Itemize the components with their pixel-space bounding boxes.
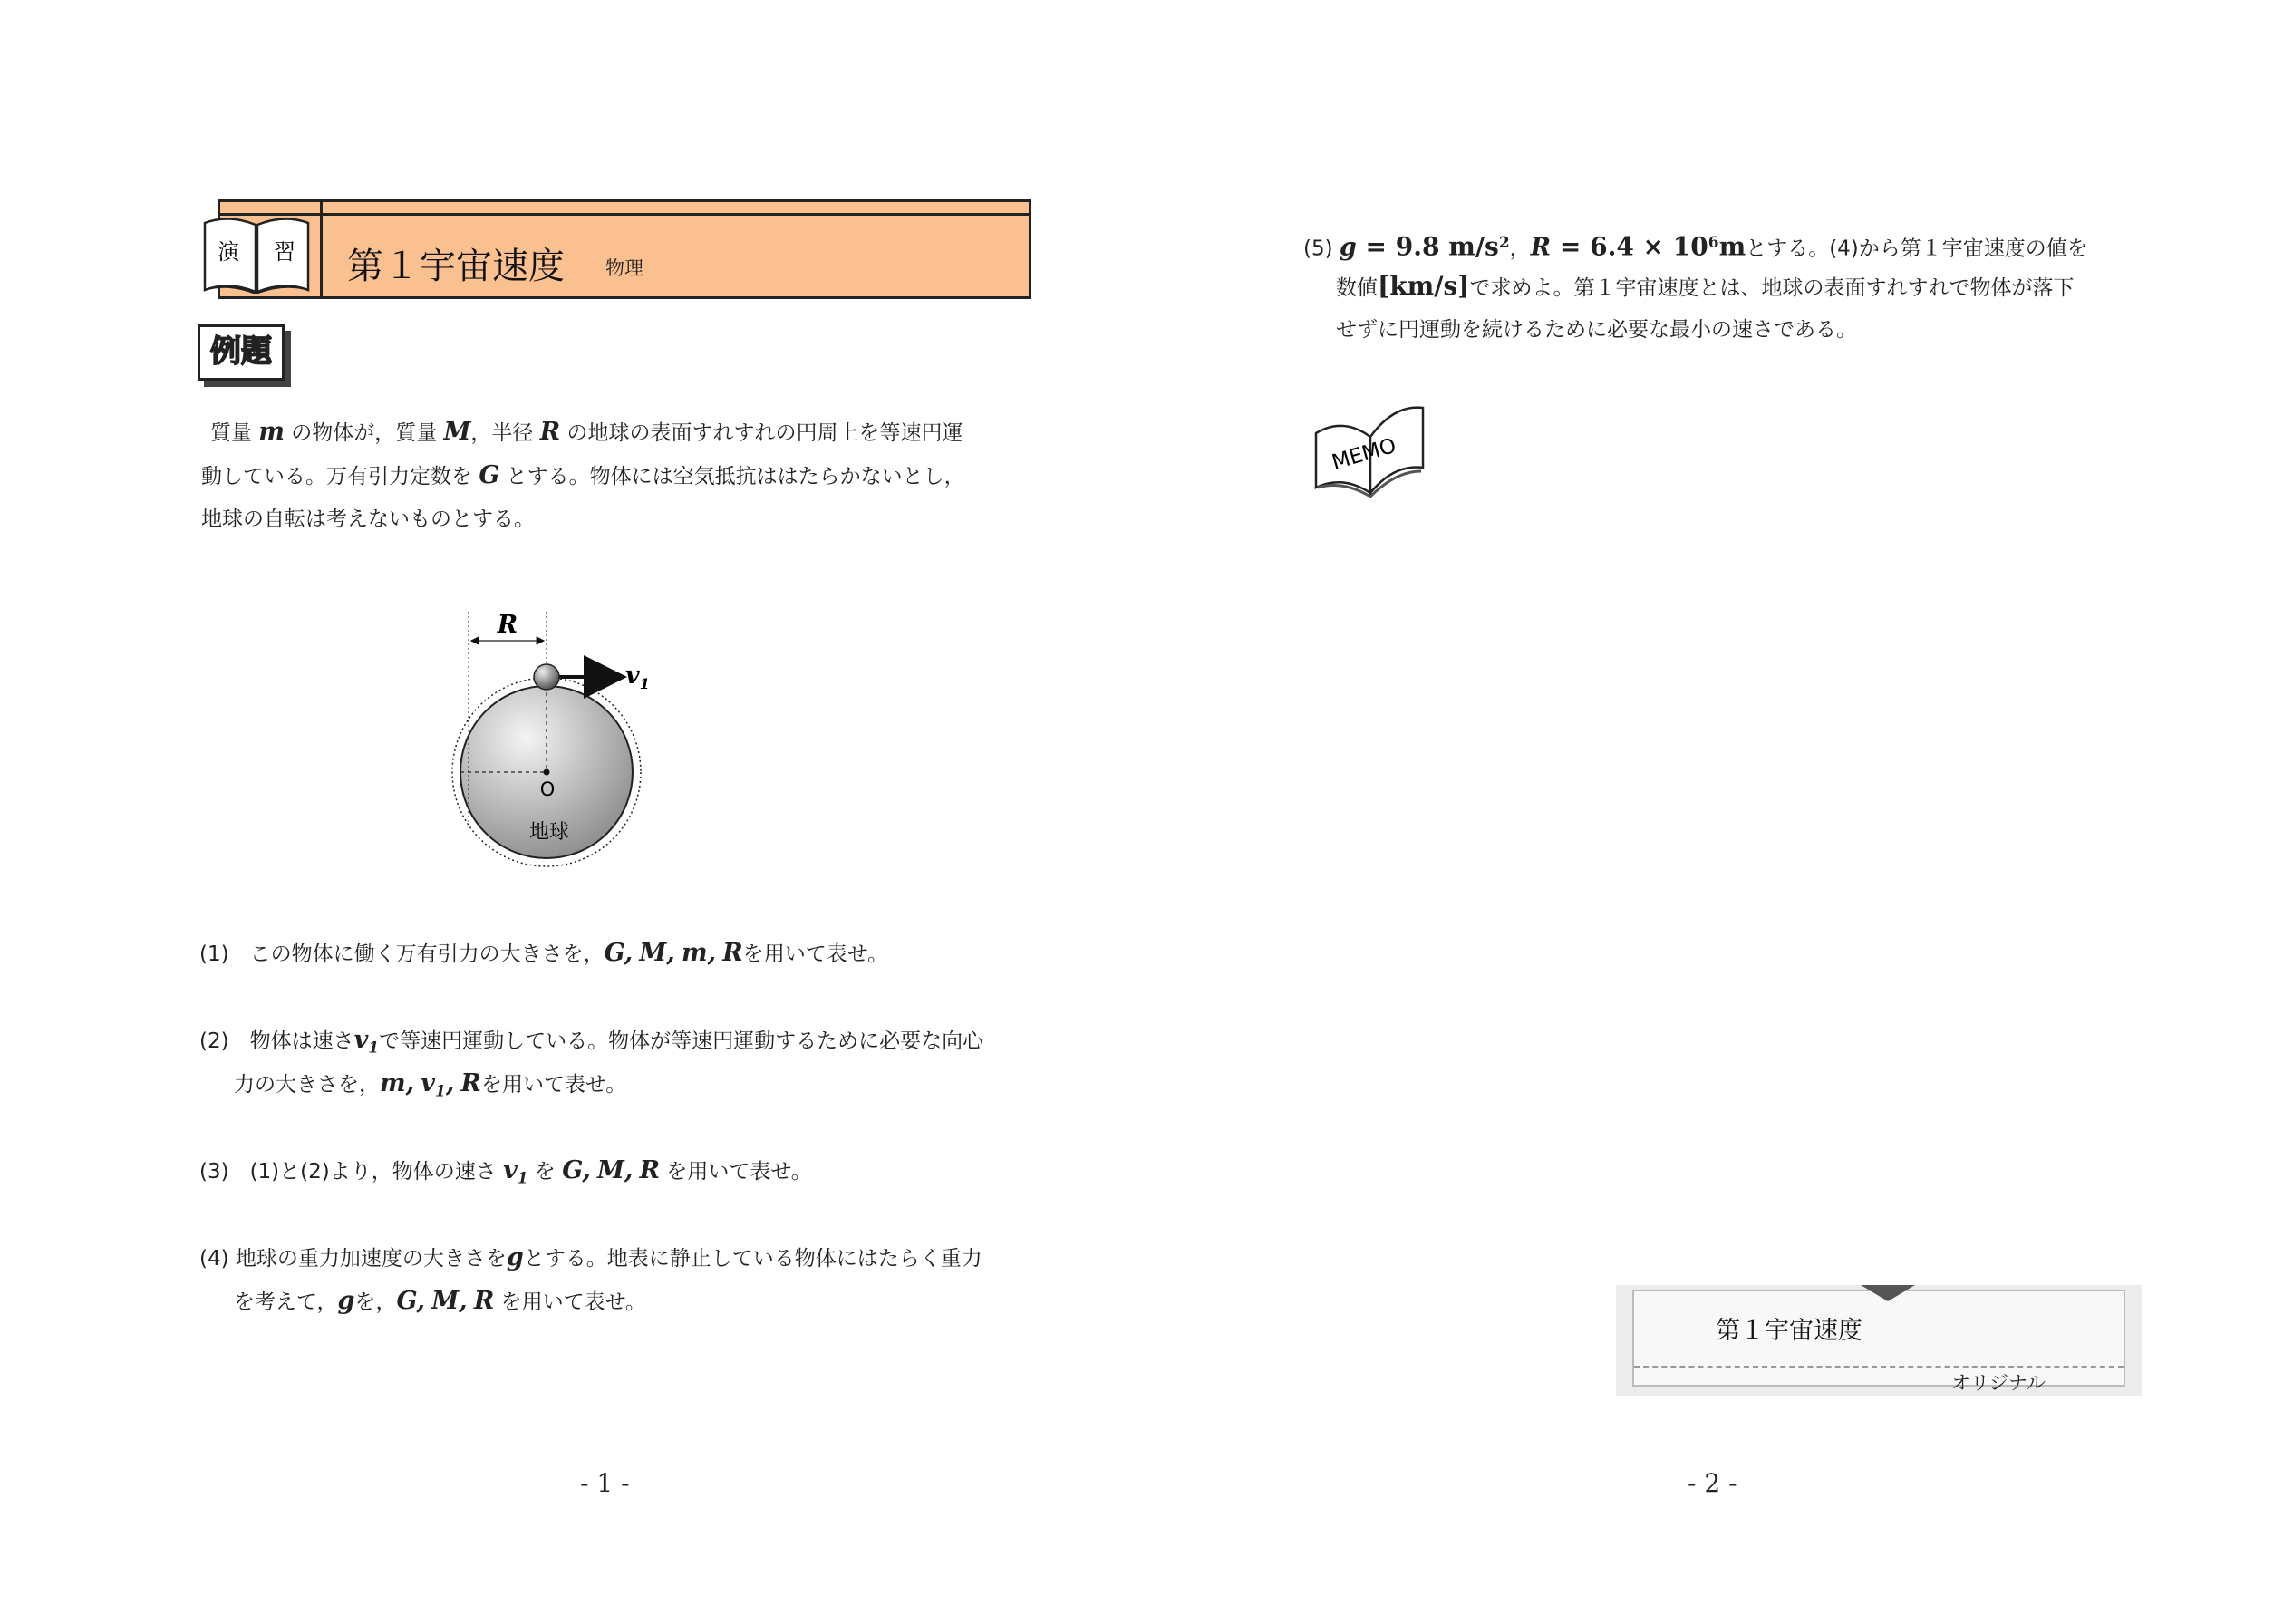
velocity-label: $v_1$ [625,662,650,692]
center-label: O [539,778,556,800]
radius-label: R [497,611,518,639]
book-icon [201,210,312,294]
question-5-line-1: (5) g = 9.8 $m/s^2$，$R = 6.4 \times 10^6m$とする。(4)から第１宇宙速度の値を [1303,231,2088,262]
question-4-line-2: を考えて，gを，G, M, R を用いて表せ。 [234,1287,646,1315]
earth-label: 地球 [528,821,570,844]
question-5-line-2: 数値[km/s]で求めよ。第１宇宙速度とは、地球の表面すれすれで物体が落下 [1336,271,2075,301]
question-1: (1) この物体に働く万有引力の大きさを，G, M, m, Rを用いて表せ。 [199,939,889,967]
subject-label: 物理 [605,257,643,279]
question-4-line-1: (4) 地球の重力加速度の大きさをgとする。地表に静止している物体にはたらく重力 [199,1243,982,1271]
badge-char-2: 習 [274,239,295,265]
tab-title: 第１宇宙速度 [1716,1317,1862,1345]
object-ball [534,664,559,690]
intro-line-2: 動している。万有引力定数を G とする。物体には空気抵抗ははたらかないとし， [201,461,965,489]
question-2-line-2: 力の大きさを，m, $v_1$, Rを用いて表せ。 [234,1069,627,1101]
question-5-line-3: せずに円運動を続けるために必要な最小の速さである。 [1336,318,1857,342]
page-number-1: - 1 - [580,1468,630,1498]
example-label: 例題 [198,324,285,381]
earth-orbit-figure [435,598,707,888]
header-banner [218,199,1031,299]
intro-line-1: 質量 m の物体が，質量 M，半径 R の地球の表面すれすれの円周上を等速円運 [210,418,963,446]
source-tab [1616,1285,2142,1396]
page-title: 第１宇宙速度 [347,246,565,287]
tab-source: オリジナル [1951,1372,2046,1394]
memo-label: MEMO [1329,433,1399,475]
intro-line-3: 地球の自転は考えないものとする。 [201,508,535,531]
memo-book-icon [1311,397,1428,498]
page-number-2: - 2 - [1688,1468,1737,1498]
question-2-line-1: (2) 物体は速さ$v_1$で等速円運動している。物体が等速円運動するために必要な向心 [199,1026,984,1058]
badge-char-1: 演 [218,239,239,265]
question-3: (3) (1)と(2)より，物体の速さ $v_1$ を G, M, R を用いて表せ。 [199,1156,812,1188]
